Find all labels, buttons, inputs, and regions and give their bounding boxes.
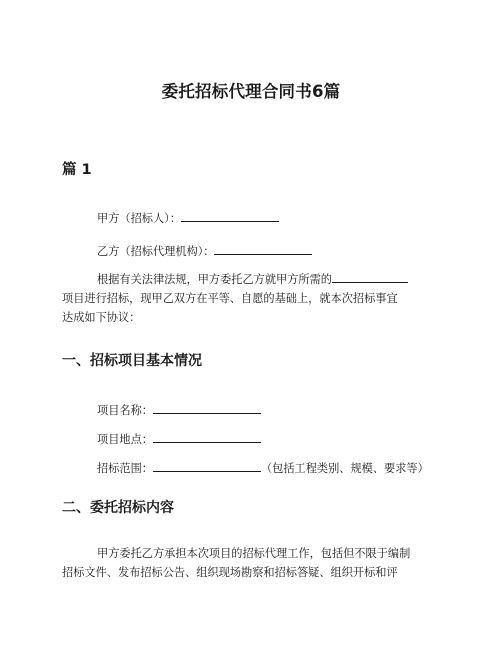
- intro-paragraph: [62, 270, 447, 327]
- heading-basic-info: 一、招标项目基本情况: [62, 353, 202, 369]
- party-b-line: [97, 243, 312, 259]
- scope-line: [97, 460, 429, 476]
- party-a-blank: [181, 210, 279, 222]
- content-paragraph: [62, 544, 447, 582]
- intro-line-1-text: 根据有关法律法规，甲方委托乙方就甲方所需的: [97, 273, 332, 286]
- party-a-label: 甲方（招标人）：: [97, 212, 181, 225]
- intro-line-2: 项目进行招标，现甲乙双方在平等、自愿的基础上，就本次招标事宜: [62, 292, 398, 305]
- project-name-label: 项目名称：: [97, 404, 153, 417]
- intro-line-3: 达成如下协议：: [62, 311, 141, 324]
- content-line-1: 甲方委托乙方承担本次项目的招标代理工作，包括但不限于编制: [97, 547, 411, 560]
- scope-blank: [153, 460, 261, 472]
- content-line-2: 招标文件、发布招标公告、组织现场勘察和招标答疑、组织开标和评: [62, 566, 398, 579]
- document-title: 委托招标代理合同书6篇: [161, 82, 341, 101]
- project-location-line: [97, 431, 261, 447]
- section-label: 篇 1: [62, 162, 92, 178]
- heading-entrust-content: 二、委托招标内容: [62, 500, 174, 516]
- party-b-label: 乙方（招标代理机构）：: [97, 245, 215, 258]
- scope-label: 招标范围：: [97, 462, 153, 475]
- project-name-line: [97, 402, 261, 418]
- intro-line-1: [62, 270, 447, 289]
- project-name-blank: [153, 402, 261, 414]
- project-location-label: 项目地点：: [97, 433, 153, 446]
- project-location-blank: [153, 431, 261, 443]
- party-b-blank: [214, 243, 312, 255]
- scope-note: （包括工程类别、规模、要求等）: [260, 462, 429, 475]
- project-blank: [332, 271, 408, 283]
- party-a-line: [97, 210, 279, 226]
